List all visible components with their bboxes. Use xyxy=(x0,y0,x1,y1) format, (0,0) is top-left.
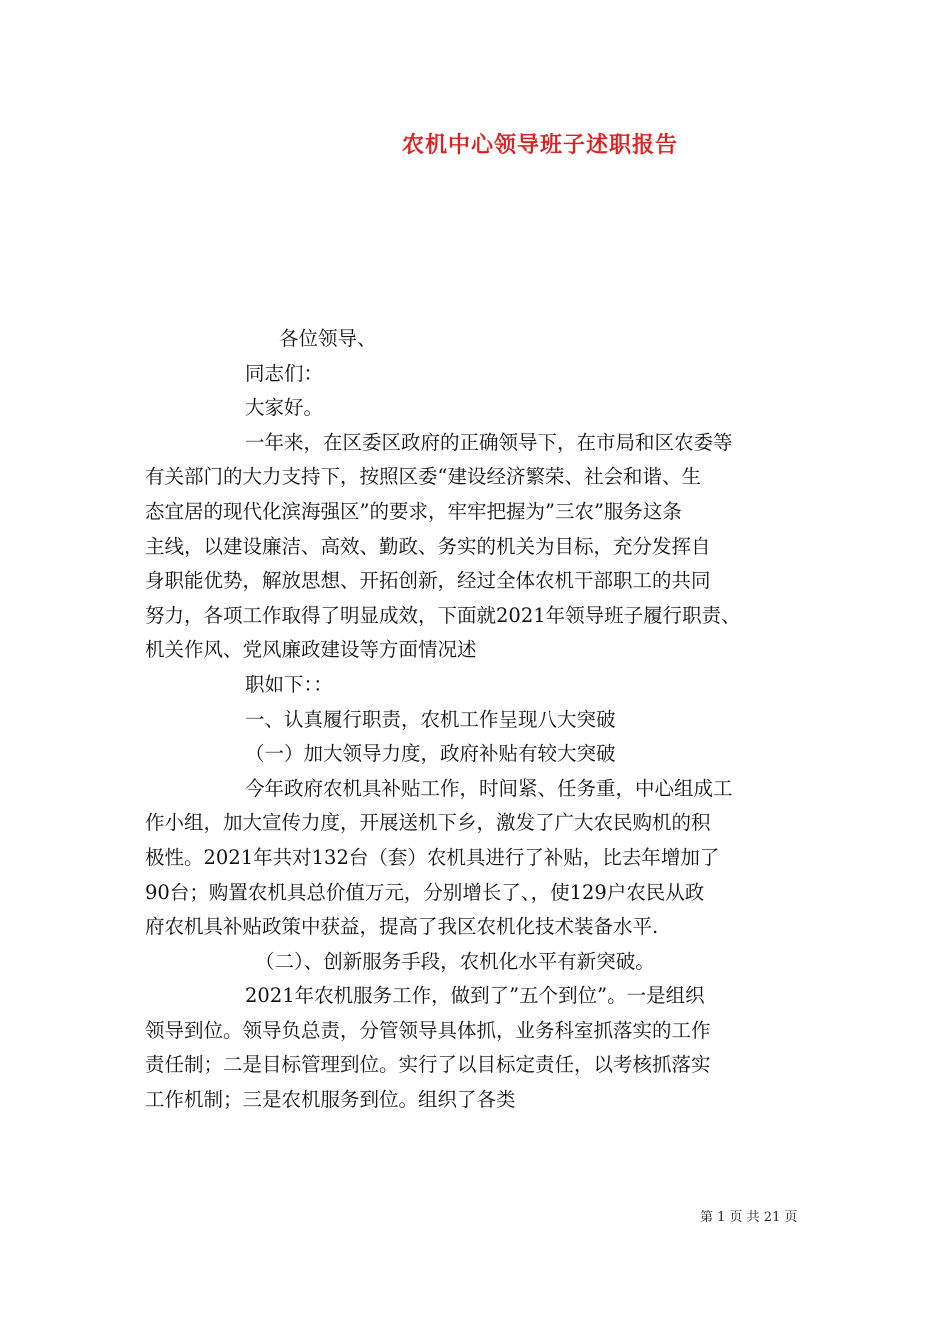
section-heading: 一、认真履行职责，农机工作呈现八大突破 xyxy=(245,707,616,731)
document-title: 农机中心领导班子述职报告 xyxy=(401,132,678,158)
subsection-heading: （二）、创新服务手段，农机化水平有新突破。 xyxy=(255,949,655,973)
paragraph-line: 责任制；二是目标管理到位。实行了以目标定责任，以考核抓落实 xyxy=(145,1053,711,1077)
paragraph-line: 一年来，在区委区政府的正确领导下，在市局和区农委等 xyxy=(245,430,733,454)
salutation-line: 同志们： xyxy=(245,361,324,385)
paragraph-line: 身职能优势，解放思想、开拓创新，经过全体农机干部职工的共同 xyxy=(145,569,711,593)
paragraph-line: 态宜居的现代化滨海强区”的要求，牢牢把握为”三农”服务这条 xyxy=(145,499,682,523)
paragraph-line: 极性。2021年共对132台（套）农机具进行了补贴，比去年增加了 xyxy=(145,845,720,869)
paragraph-line: 主线，以建设廉洁、高效、勤政、务实的机关为目标，充分发挥自 xyxy=(145,534,711,558)
paragraph-line: 府农机具补贴政策中获益，提高了我区农机化技术装备水平. xyxy=(145,915,659,939)
paragraph-line: 努力，各项工作取得了明显成效，下面就2021年领导班子履行职责、 xyxy=(145,603,741,627)
paragraph-line: 有关部门的大力支持下，按照区委“建设经济繁荣、社会和谐、生 xyxy=(145,465,701,489)
paragraph-line: 2021年农机服务工作，做到了”五个到位”。一是组织 xyxy=(245,984,705,1008)
paragraph-line: 职如下：： xyxy=(245,672,333,696)
paragraph-line: 领导到位。领导负总责，分管领导具体抓，业务科室抓落实的工作 xyxy=(145,1018,711,1042)
greeting-line: 大家好。 xyxy=(245,396,324,420)
paragraph-line: 工作机制；三是农机服务到位。组织了各类 xyxy=(145,1088,516,1112)
document-body xyxy=(145,322,820,1118)
paragraph-line: 90台；购置农机具总价值万元，分别增长了、，使129户农民从政 xyxy=(145,880,705,904)
page-number-footer: 第 1 页 共 21 页 xyxy=(700,1210,798,1225)
paragraph-line: 今年政府农机具补贴工作，时间紧、任务重，中心组成工 xyxy=(245,776,733,800)
salutation-line: 各位领导、 xyxy=(279,327,377,350)
subsection-heading: （一）加大领导力度，政府补贴有较大突破 xyxy=(245,742,616,766)
paragraph-line: 作小组，加大宣传力度，开展送机下乡，激发了广大农民购机的积 xyxy=(145,811,711,835)
paragraph-line: 机关作风、党风廉政建设等方面情况述 xyxy=(145,638,477,662)
